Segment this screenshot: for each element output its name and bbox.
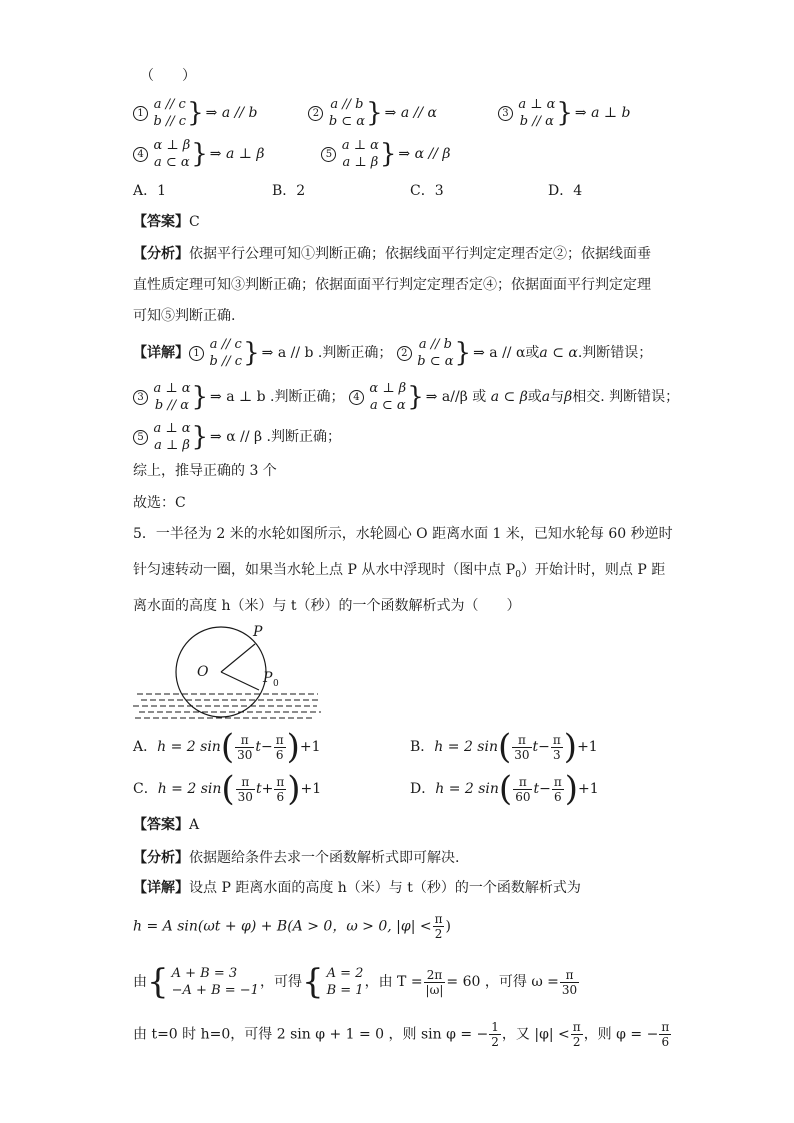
q5-option-d: D．h = 2 sin( $\frac{\pi}{60}$ t− $\frac{\pi}{6}$ )+1 bbox=[410, 769, 599, 809]
q5-option-a: A．h = 2 sin( $\frac{\pi}{30}$ t− $\frac{\pi}{6}$ )+1 bbox=[133, 727, 321, 767]
q5-option-b: B．h = 2 sin( $\frac{\pi}{30}$ t− $\frac{\pi}{3}$ )+1 bbox=[410, 727, 598, 767]
item-2-result: ⇒ a // α bbox=[384, 105, 437, 121]
label-p0: P bbox=[263, 670, 273, 686]
q4-summary: 综上，推导正确的 3 个 bbox=[133, 463, 277, 479]
q4-detail-line-3: 5 a ⊥ α a ⊥ β } ⇒ α // β .判断正确； bbox=[133, 420, 341, 454]
item-3-premises: a ⊥ α b // α bbox=[518, 97, 556, 129]
q5-stem-line-2: 针匀速转动一圈，如果当水轮上点 P 从水中浮现时（图中点 $P_0$）开始计时，则点 P 距 bbox=[133, 562, 666, 580]
q4-analysis-line-3: 可知⑤判断正确. bbox=[133, 308, 236, 324]
q4-choice: 故选：C bbox=[133, 495, 186, 511]
q5-stem-line-1: 5．一半径为 2 米的水轮如图所示，水轮圆心 O 距离水面 1 米，已知水轮每 60 秒逆时 bbox=[133, 526, 673, 542]
item-number-3: 3 bbox=[498, 106, 513, 121]
q4-option-a: A．1 bbox=[133, 183, 167, 199]
q4-analysis-line-1: 【分析】依据平行公理可知①判断正确；依据线面平行判定定理否定②；依据线面垂 bbox=[133, 246, 651, 262]
q4-option-c: C．3 bbox=[410, 183, 444, 199]
water-wheel-figure bbox=[133, 620, 333, 725]
q4-detail-line-2: 3 a ⊥ α b // α } ⇒ a ⊥ b .判断正确； 4 α ⊥ β a ⊂ α } ⇒ a//β 或 a ⊂ β或a与β相交. 判断错误； bbox=[133, 380, 679, 414]
q5-answer: 【答案】A bbox=[133, 817, 200, 833]
item-number-1: 1 bbox=[133, 106, 148, 121]
q4-analysis-line-2: 直性质定理可知③判断正确；依据面面平行判定定理否定④；依据面面平行判定定理 bbox=[133, 277, 651, 293]
item-5-result: ⇒ α // β bbox=[398, 146, 451, 162]
q4-statement-row-1: 1 a // c b // c } ⇒ a // b 2 a // b b ⊂ α } ⇒ a // α 3 a ⊥ α b // α } ⇒ a ⊥ b bbox=[133, 96, 630, 130]
analysis-label: 【分析】 bbox=[133, 246, 189, 262]
radius-to-p0 bbox=[221, 672, 259, 690]
answer-label: 【答案】 bbox=[133, 214, 189, 230]
label-p0-sub: 0 bbox=[273, 679, 279, 689]
item-5-premises: a ⊥ α a ⊥ β bbox=[341, 138, 379, 170]
q4-option-d: D．4 bbox=[548, 183, 583, 199]
radius-to-p bbox=[221, 644, 255, 672]
q5-stem-line-3: 离水面的高度 h（米）与 t（秒）的一个函数解析式为（ ） bbox=[133, 598, 521, 614]
label-p: P bbox=[253, 624, 263, 640]
detail-label: 【详解】 bbox=[133, 345, 189, 361]
q5-option-c: C．h = 2 sin( $\frac{\pi}{30}$ t+ $\frac{\pi}{6}$ )+1 bbox=[133, 769, 322, 809]
item-1-result: ⇒ a // b bbox=[205, 105, 258, 121]
item-4-result: ⇒ a ⊥ β bbox=[209, 146, 265, 162]
label-o: O bbox=[197, 664, 209, 680]
item-3-result: ⇒ a ⊥ b bbox=[574, 105, 631, 121]
q4-option-b: B．2 bbox=[272, 183, 306, 199]
item-1-premises: a // c b // c bbox=[153, 97, 187, 129]
q5-analysis: 【分析】依据题给条件去求一个函数解析式即可解决. bbox=[133, 850, 460, 866]
answer-blank: （ ） bbox=[140, 68, 196, 84]
item-number-4: 4 bbox=[133, 147, 148, 162]
answer-value: C bbox=[189, 214, 200, 230]
q4-answer bbox=[133, 212, 200, 232]
item-number-5: 5 bbox=[321, 147, 336, 162]
item-2-premises: a // b b ⊂ α bbox=[328, 97, 366, 129]
item-number-2: 2 bbox=[308, 106, 323, 121]
q5-detail-line-3: 由{ A + B = 3 −A + B = −1 ，可得{ A = 2 B = 1 ，由 T = $\frac{2\pi}{|\omega|}$ = 60 ，可得 ω = $\frac{\pi}{30}$ bbox=[133, 962, 578, 1002]
q4-detail-line-1: 【详解】 1 a // c b // c } ⇒ a // b .判断正确； 2 a // b b ⊂ α } ⇒ a // α或a ⊂ α.判断错误； bbox=[133, 337, 653, 369]
item-4-premises: α ⊥ β a ⊂ α bbox=[153, 138, 191, 170]
q5-detail-line-1: 【详解】设点 P 距离水面的高度 h（米）与 t（秒）的一个函数解析式为 bbox=[133, 880, 581, 896]
q5-detail-line-2: h = A sin(ωt + φ) + B(A > 0，ω > 0, |φ| < $\frac{\pi}{2}$ ) bbox=[133, 912, 451, 941]
q5-detail-line-4: 由 t=0 时 h=0，可得 2 sin φ + 1 = 0 ，则 sin φ = − $\frac{1}{2}$ ，又 |φ| < $\frac{\pi}{2}$ ，则 φ = − $\frac{\pi}{6}$ bbox=[133, 1020, 670, 1049]
q4-statement-row-2: 4 α ⊥ β a ⊂ α } ⇒ a ⊥ β 5 a ⊥ α a ⊥ β } ⇒ α // β bbox=[133, 137, 450, 171]
